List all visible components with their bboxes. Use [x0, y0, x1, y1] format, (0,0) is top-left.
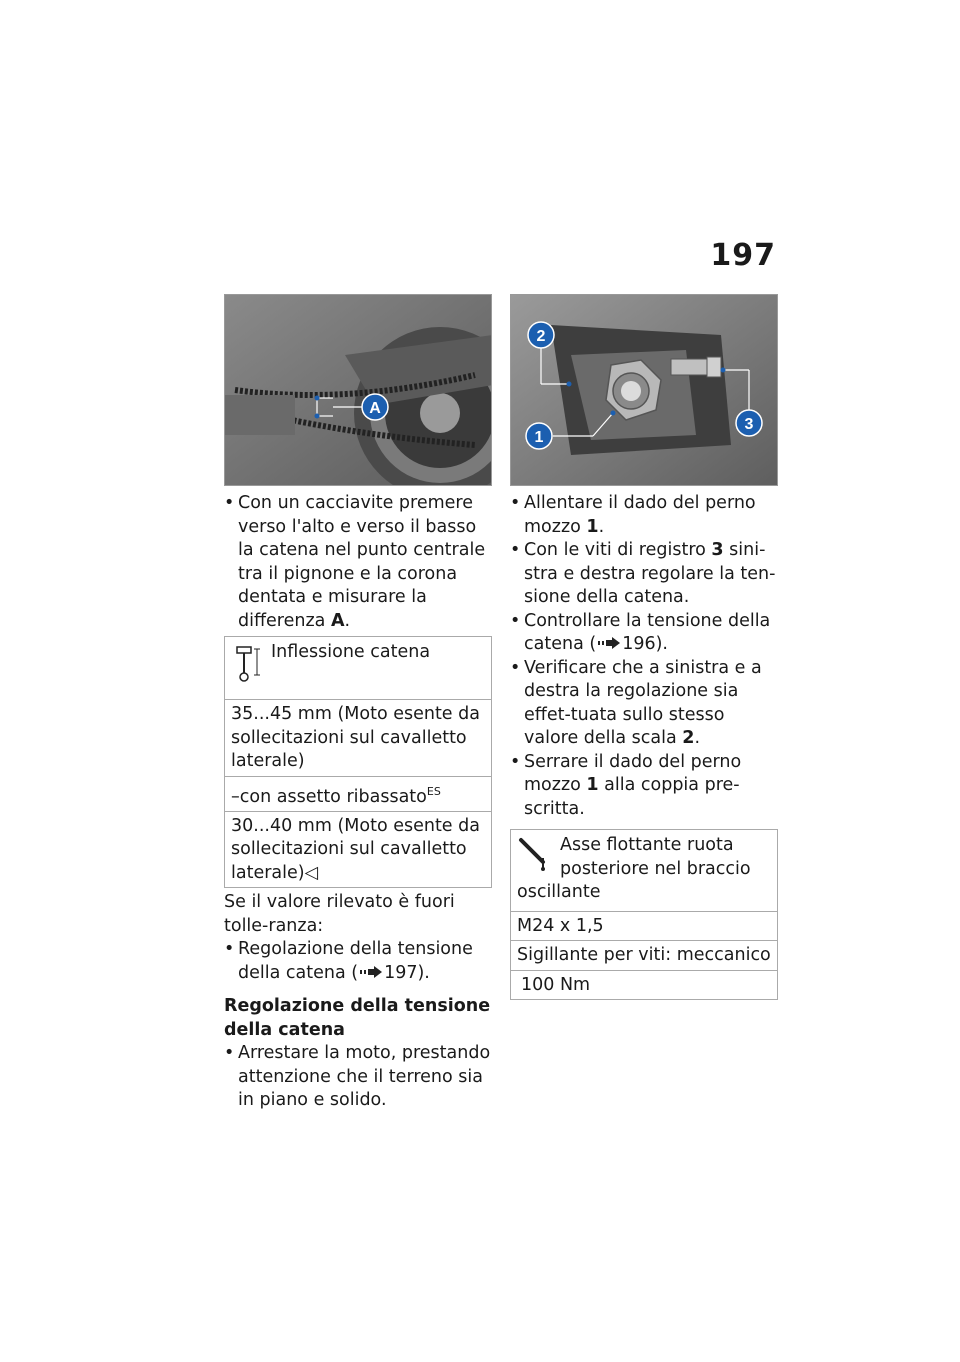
spec-header	[511, 830, 777, 912]
left-column	[224, 294, 492, 1113]
spec-torque: 100 Nm	[521, 974, 591, 995]
page-reference[interactable]: 196	[622, 634, 656, 654]
torque-spec-table	[510, 829, 778, 1000]
list-item: • Controllare la tensione della catena ( 196).	[510, 610, 778, 657]
section-heading: Regolazione della tensione della catena	[224, 996, 491, 1040]
measure-icon	[235, 645, 261, 685]
list-item: • Allentare il dado del perno mozzo 1.	[510, 492, 778, 539]
list-item: • Arrestare la moto, prestando attenzione che il terreno sia in piano e solido.	[224, 1042, 492, 1113]
chain-adjuster-image	[511, 295, 778, 486]
page-reference[interactable]: 197	[384, 962, 418, 983]
adjust-steps-start	[224, 1042, 492, 1113]
list-item: • Verificare che a sinistra e a destra la regolazione sia effet-tuata sullo stesso valore della scala 2.	[510, 657, 778, 751]
callout-1: 1	[534, 429, 544, 446]
callout-3: 3	[744, 416, 754, 433]
spec-sealant: Sigillante per viti: meccanico	[511, 941, 777, 971]
page-reference-arrow-icon	[358, 965, 384, 979]
list-item: • Con un cacciavite premere verso l'alto e verso il basso la catena nel punto centrale tra il pignone e la corona dentata e misurare la differenza A.	[224, 492, 492, 633]
page-reference-arrow-icon	[596, 636, 622, 650]
tolerance-text: Se il valore rilevato è fuori tolle-ranza:	[224, 892, 455, 936]
tolerance-steps	[224, 938, 492, 985]
callout-a: A	[369, 400, 381, 417]
right-column	[510, 294, 778, 1003]
spec-title: Asse flottante ruota posteriore nel braccio oscillante	[517, 835, 751, 902]
list-item: • Con le viti di registro 3 sini-stra e destra regolare la ten-sione della catena.	[510, 539, 778, 610]
list-item: • Regolazione della tensione della catena ( 197).	[224, 938, 492, 985]
list-item: • Serrare il dado del perno mozzo 1 alla coppia pre-scritta.	[510, 751, 778, 822]
spec-variant: –con assetto ribassato$^{ES}$	[225, 777, 491, 812]
chain-slack-figure	[224, 294, 492, 486]
torque-wrench-icon	[517, 836, 549, 872]
chain-slack-image	[225, 295, 492, 486]
chain-check-steps	[224, 492, 492, 633]
spec-value-lowered: 30...40 mm (Moto esente da sollecitazioni sul cavalletto laterale)◁	[231, 815, 480, 883]
chain-adjuster-figure	[510, 294, 778, 486]
spec-thread: M24 x 1,5	[511, 912, 777, 942]
chain-slack-spec-table	[224, 636, 492, 888]
page-number: 197	[710, 238, 776, 273]
spec-value: 35...45 mm (Moto esente da sollecitazioni sul cavalletto laterale)	[225, 700, 491, 777]
adjust-steps	[510, 492, 778, 821]
spec-header	[225, 637, 491, 700]
spec-title: Inflessione catena	[271, 642, 431, 662]
callout-2: 2	[536, 328, 546, 345]
